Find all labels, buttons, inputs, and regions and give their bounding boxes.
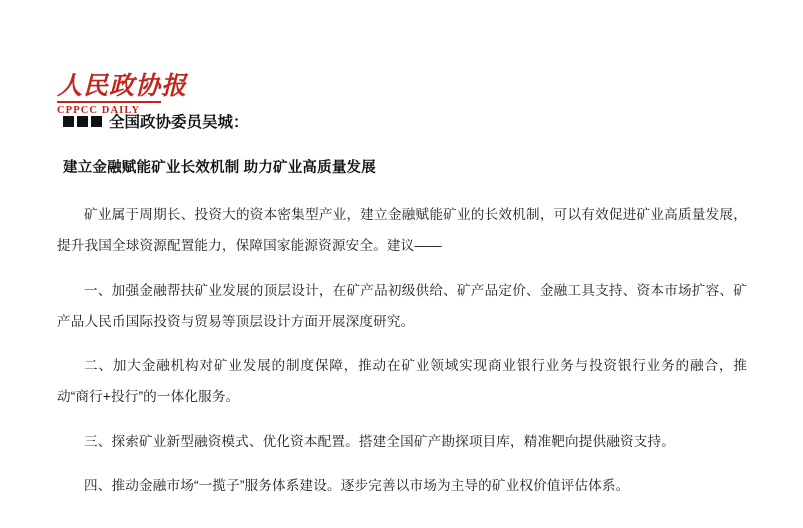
article-paragraph: 一、加强金融帮扶矿业发展的顶层设计，在矿产品初级供给、矿产品定价、金融工具支持、资本市场扩容、矿产品人民币国际投资与贸易等顶层设计方面开展深度研究。 xyxy=(57,282,747,329)
byline-text: 全国政协委员吴城： xyxy=(109,114,249,131)
masthead-subtitle: CPPCC DAILY xyxy=(57,105,141,116)
article-paragraph: 二、加大金融机构对矿业发展的制度保障，推动在矿业领域实现商业银行业务与投资银行业务的融合，推动“商行+投行”的一体化服务。 xyxy=(57,358,747,405)
bullet-squares-icon xyxy=(63,116,102,127)
article-byline xyxy=(57,110,747,132)
masthead-logo-text: 人民政协报 xyxy=(57,73,188,100)
article-paragraph: 四、推动金融市场“一揽子”服务体系建设。逐步完善以市场为主导的矿业权价值评估体系。 xyxy=(84,478,630,494)
article-headline: 建立金融赋能矿业长效机制 助力矿业高质量发展 xyxy=(63,160,376,176)
masthead-divider xyxy=(57,101,161,103)
article-paragraph: 三、探索矿业新型融资模式、优化资本配置。搭建全国矿产勘探项目库，精准靶向提供融资支持。 xyxy=(84,433,675,449)
article-body xyxy=(57,110,747,511)
article-paragraph: 矿业属于周期长、投资大的资本密集型产业，建立金融赋能矿业的长效机制，可以有效促进矿业高质量发展，提升我国全球资源配置能力，保障国家能源资源安全。建议—— xyxy=(57,207,747,253)
